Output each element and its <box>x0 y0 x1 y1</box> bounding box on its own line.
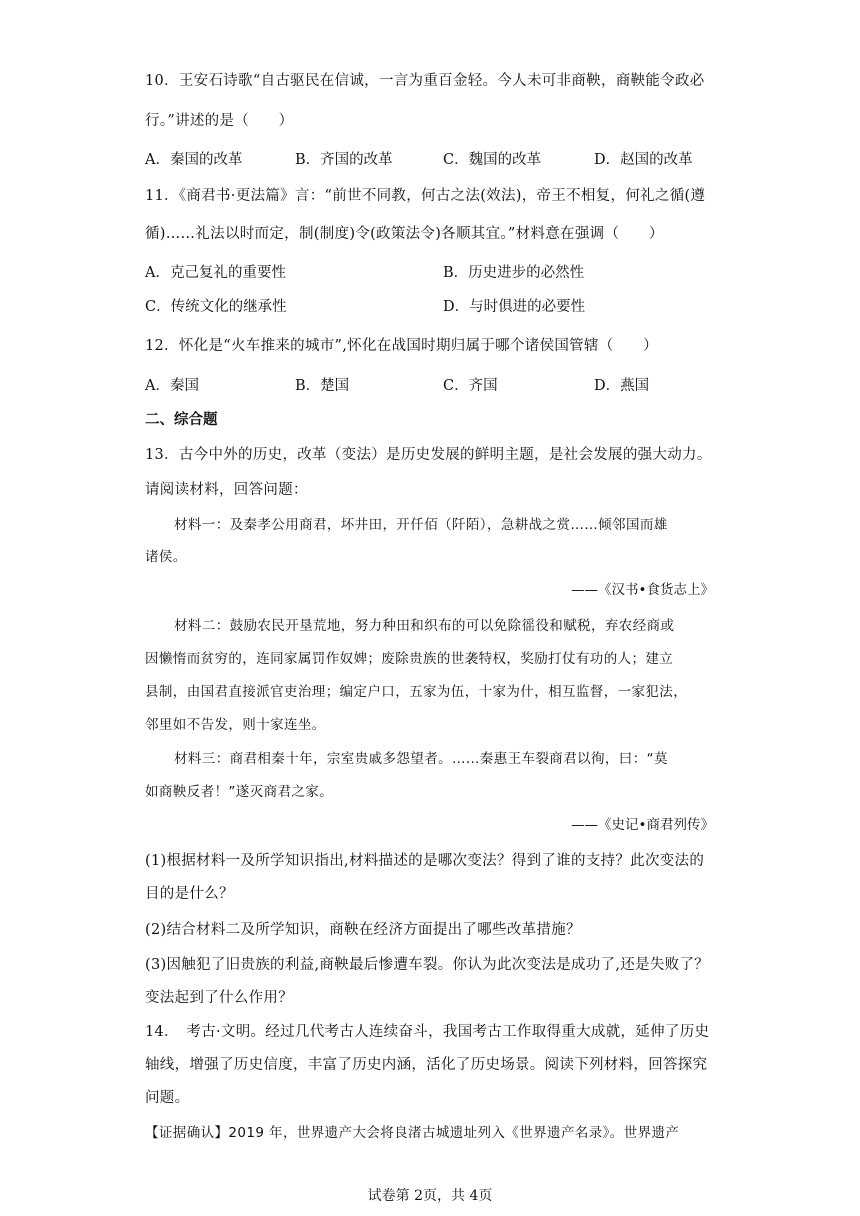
material-3-line1: 材料三：商君相秦十年，宗室贵戚多怨望者。……秦惠王车裂商君以徇，曰：“莫 <box>174 751 668 767</box>
q13-sub1-line1: (1)根据材料一及所学知识指出,材料描述的是哪次变法？得到了谁的支持？此次变法的 <box>145 853 705 869</box>
q14-stem-line3: 问题。 <box>145 1090 190 1106</box>
q12-option-d: D．燕国 <box>594 378 650 394</box>
q13-stem-line2: 请阅读材料，回答问题： <box>145 482 308 498</box>
material-2-line4: 邻里如不告发，则十家连坐。 <box>145 717 326 733</box>
q10-option-b: B．齐国的改革 <box>295 152 393 168</box>
material-3-line2: 如商鞅反者！”遂灭商君之家。 <box>145 784 334 800</box>
q13-sub2: (2)结合材料二及所学知识，商鞅在经济方面提出了哪些改革措施？ <box>145 922 581 938</box>
q12-option-c: C．齐国 <box>443 378 498 394</box>
material-3-source: ——《史记•商君列传》 <box>571 817 714 833</box>
q10-stem-line2: 行。”讲述的是（ ） <box>145 113 294 129</box>
q11-stem-line2: 循)……礼法以时而定，制(制度)令(政策法令)各顺其宜。”材料意在强调（ ） <box>145 226 664 242</box>
q13-stem-line1: 13．古今中外的历史，改革（变法）是历史发展的鲜明主题，是社会发展的强大动力。 <box>145 447 712 463</box>
material-2-line3: 县制，由国君直接派官吏治理；编定户口，五家为伍，十家为什，相互监督，一家犯法， <box>145 684 688 700</box>
q11-option-c: C．传统文化的继承性 <box>145 299 287 315</box>
q14-stem-line2: 轴线，增强了历史信度，丰富了历史内涵，活化了历史场景。阅读下列材料，回答探究 <box>145 1057 708 1073</box>
q13-sub1-line2: 目的是什么？ <box>145 886 234 902</box>
q11-option-d: D．与时俱进的必要性 <box>443 299 586 315</box>
q12-option-a: A．秦国 <box>145 378 199 394</box>
q11-option-a: A．克己复礼的重要性 <box>145 265 286 281</box>
q12-stem: 12．怀化是“火车推来的城市”,怀化在战国时期归属于哪个诸侯国管辖（ ） <box>145 338 658 354</box>
q10-option-c: C．魏国的改革 <box>443 152 542 168</box>
page-footer: 试卷第 2页，共 4页 <box>367 1188 493 1204</box>
material-1-source: ——《汉书•食货志上》 <box>571 582 714 598</box>
q10-option-a: A．秦国的改革 <box>145 152 243 168</box>
q10-option-d: D．赵国的改革 <box>594 152 693 168</box>
material-2-line1: 材料二：鼓励农民开垦荒地，努力种田和织布的可以免除徭役和赋税，弃农经商或 <box>174 618 675 634</box>
q14-evidence-line: 【证据确认】2019 年，世界遗产大会将良渚古城遗址列入《世界遗产名录》。世界遗产 <box>145 1125 680 1141</box>
q11-stem-line1: 11．《商君书·更法篇》言：“前世不同教，何古之法(效法)，帝王不相复，何礼之循(遵 <box>145 188 706 204</box>
q10-stem-line1: 10．王安石诗歌“自古驱民在信诚，一言为重百金轻。今人未可非商鞅，商鞅能令政必 <box>145 73 705 89</box>
q13-sub3-line2: 变法起到了什么作用？ <box>145 990 293 1006</box>
q12-option-b: B．楚国 <box>295 378 350 394</box>
section-heading: 二、综合题 <box>145 412 218 428</box>
q11-option-b: B．历史进步的必然性 <box>443 265 585 281</box>
material-1-line2: 诸侯。 <box>145 549 187 565</box>
material-2-line2: 因懒惰而贫穷的，连同家属罚作奴婢；废除贵族的世袭特权，奖励打仗有功的人；建立 <box>145 651 674 667</box>
q13-sub3-line1: (3)因触犯了旧贵族的利益,商鞅最后惨遭车裂。你认为此次变法是成功了,还是失败了？ <box>145 957 710 973</box>
q14-stem-line1: 14． 考古·文明。经过几代考古人连续奋斗，我国考古工作取得重大成就，延伸了历史 <box>145 1024 710 1040</box>
material-1-line1: 材料一：及秦孝公用商君，坏井田，开仟佰（阡陌），急耕战之赏……倾邻国而雄 <box>174 517 668 533</box>
